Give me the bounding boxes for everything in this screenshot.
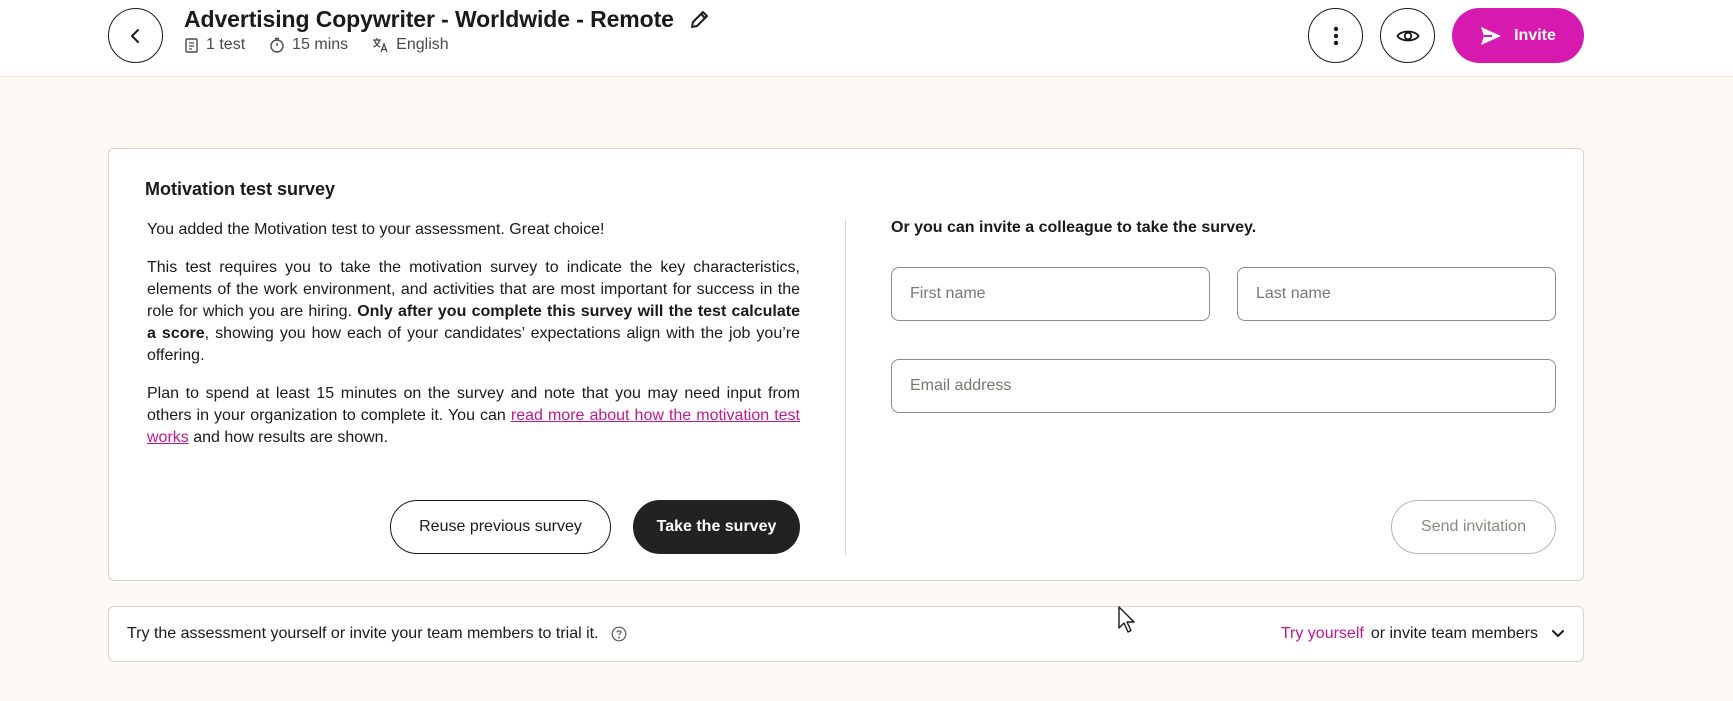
help-circle-icon[interactable]: [611, 626, 627, 642]
invite-colleague-heading: Or you can invite a colleague to take the survey.: [891, 219, 1257, 236]
motivation-survey-card: [108, 148, 1584, 581]
top-bar: [0, 0, 1733, 77]
trial-actions: [1281, 625, 1565, 643]
meta-duration: [269, 36, 348, 54]
meta-language-label: English: [396, 36, 449, 53]
email-address-input[interactable]: [891, 359, 1556, 413]
clipboard-icon: [184, 37, 199, 53]
reuse-previous-survey-button[interactable]: Reuse previous survey: [390, 500, 611, 554]
trial-text: Try the assessment yourself or invite your team members to trial it.: [127, 625, 599, 642]
meta-language: [372, 36, 448, 54]
plan-text-start: Plan to spend at least 15 minutes on the survey and note that you may need input from others in your organization to complete it. You can: [147, 385, 800, 424]
requirement-text: [147, 257, 800, 367]
send-icon: [1480, 26, 1502, 46]
plan-text: [147, 383, 800, 449]
pencil-edit-icon[interactable]: [688, 9, 710, 31]
page-title: Advertising Copywriter - Worldwide - Remote: [184, 6, 674, 32]
plan-text-end: and how results are shown.: [193, 429, 389, 446]
column-divider: [845, 219, 846, 555]
meta-tests-label: 1 test: [206, 36, 246, 53]
card-title: Motivation test survey: [145, 179, 336, 199]
requirement-text-end: , showing you how each of your candidates’ expectations align with the job you’re offering.: [147, 325, 800, 364]
chevron-left-icon: [127, 27, 145, 45]
meta-duration-label: 15 mins: [292, 36, 349, 53]
timer-icon: [269, 37, 285, 53]
requirement-text-start: This test requires you to take the motivation survey to indicate the key characteristics, elements of the work environment, and activities that are most important for success in the role for which you are hiring.: [147, 259, 800, 320]
title-row: [184, 6, 710, 33]
last-name-input[interactable]: [1237, 267, 1556, 321]
translate-icon: [372, 37, 389, 53]
meta-tests: [184, 36, 245, 54]
trial-text-group: [127, 625, 627, 643]
chevron-down-icon[interactable]: [1551, 629, 1565, 639]
intro-text: You added the Motivation test to your assessment. Great choice!: [147, 221, 605, 238]
survey-description: [147, 219, 800, 465]
invite-team-text[interactable]: or invite team members: [1370, 625, 1538, 642]
take-survey-button[interactable]: Take the survey: [633, 500, 800, 554]
more-options-button[interactable]: [1308, 8, 1363, 63]
invite-button[interactable]: [1452, 8, 1584, 63]
first-name-input[interactable]: [891, 267, 1210, 321]
mouse-cursor-icon: [1117, 605, 1139, 635]
eye-icon: [1396, 28, 1420, 44]
requirement-text-bold: Only after you complete this survey will the test calculate a score: [147, 303, 800, 342]
trial-bar: [108, 606, 1584, 662]
back-button[interactable]: [108, 8, 163, 63]
more-vertical-icon: [1333, 26, 1339, 46]
preview-button[interactable]: [1380, 8, 1435, 63]
send-invitation-button[interactable]: Send invitation: [1391, 500, 1556, 554]
invite-button-label: Invite: [1514, 26, 1556, 44]
assessment-meta: [184, 36, 449, 54]
try-yourself-link[interactable]: Try yourself: [1280, 625, 1364, 642]
read-more-link[interactable]: read more about how the motivation test works: [147, 407, 801, 446]
